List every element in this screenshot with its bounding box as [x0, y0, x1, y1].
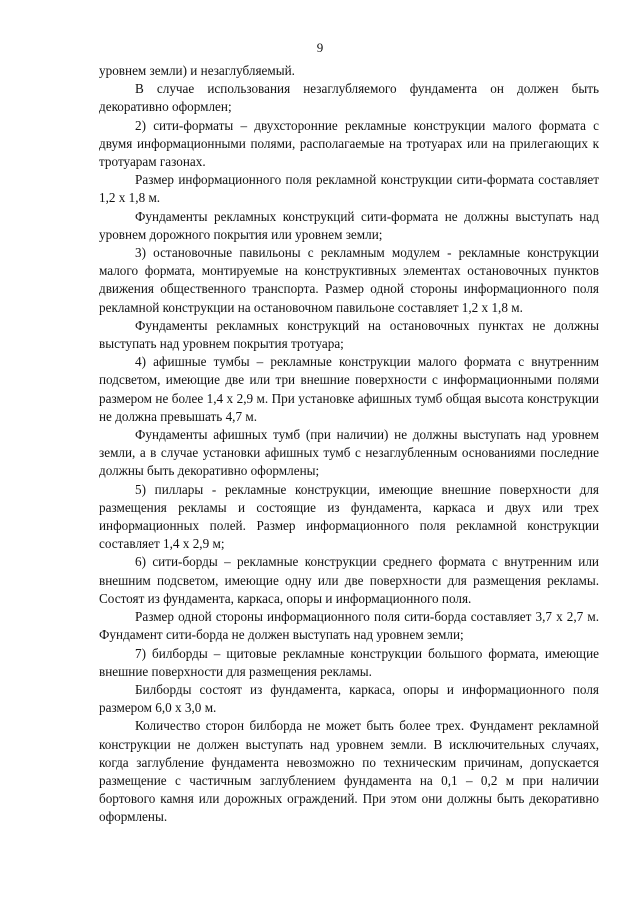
paragraph: Фундаменты афишных тумб (при наличии) не должны выступать над уровнем земли, а в случае установки афишных тумб с незаглубленным основаниями последние должны быть декоративно оформлены;: [99, 427, 599, 479]
paragraph-item-4-poster-columns: 4) афишные тумбы – рекламные конструкции малого формата с внутренним подсветом, имеющие две или три внешние поверхности с информационными полями размером не более 1,4 х 2,9 м. При установке афишных тумб общая высота конструкции не должна превышать 4,7 м.: [99, 354, 599, 424]
paragraph-item-6-city-boards: 6) сити-борды – рекламные конструкции среднего формата с внутренним или внешним подсветом, имеющие одну или две поверхности для размещения рекламы. Состоят из фундамента, каркаса, опоры и информационного поля.: [99, 554, 599, 606]
paragraph-item-3-bus-stop-pavilions: 3) остановочные павильоны с рекламным модулем - рекламные конструкции малого формата, монтируемые на конструктивных элементах остановочных пунктов движения общественного транспорта. Размер одной стороны информационного поля рекламной конструкции на остановочном павильоне составляет 1,2 х 1,8 м.: [99, 245, 599, 315]
paragraph: Размер одной стороны информационного поля сити-борда составляет 3,7 х 2,7 м. Фундамент сити-борда не должен выступать над уровнем земли;: [99, 609, 599, 643]
paragraph-continuation: уровнем земли) и незаглубляемый.: [99, 63, 295, 78]
paragraph: Фундаменты рекламных конструкций на остановочных пунктах не должны выступать над уровнем покрытия тротуара;: [99, 317, 599, 352]
page-number: 9: [316, 40, 324, 55]
paragraph: В случае использования незаглубляемого фундамента он должен быть декоративно оформлен;: [99, 81, 599, 115]
paragraph-item-2-city-formats: 2) сити-форматы – двухсторонние рекламные конструкции малого формата с двумя информационными полями, располагаемые на тротуарах или на прилегающих к тротуарам газонах.: [99, 117, 599, 170]
paragraph-item-5-pillars: 5) пиллары - рекламные конструкции, имеющие внешние поверхности для размещения рекламы и состоящие из фундамента, каркаса и двух или трех информационных полей. Размер информационного поля рекламной конструкции составляет 1,4 х 2,9 м;: [99, 481, 599, 552]
paragraph-item-7-billboards: 7) билборды – щитовые рекламные конструкции большого формата, имеющие внешние поверхности для размещения рекламы.: [99, 645, 599, 679]
paragraph: Количество сторон билборда не может быть более трех. Фундамент рекламной конструкции не должен выступать над уровнем земли. В исключительных случаях, когда заглубление фундамента невозможно по техническим причинам, допускается размещение с частичным заглублением фундамента на 0,1 – 0,2 м при наличии бортового камня или дорожных ограждений. При этом они должны быть декоративно оформлены.: [99, 718, 599, 825]
paragraph: Билборды состоят из фундамента, каркаса, опоры и информационного поля размером 6,0 х 3,0 м.: [99, 681, 599, 716]
paragraph: Фундаменты рекламных конструкций сити-формата не должны выступать над уровнем дорожного покрытия или уровнем земли;: [99, 208, 599, 242]
document-body: [99, 62, 599, 827]
paragraph: Размер информационного поля рекламной конструкции сити-формата составляет 1,2 х 1,8 м.: [99, 172, 599, 206]
